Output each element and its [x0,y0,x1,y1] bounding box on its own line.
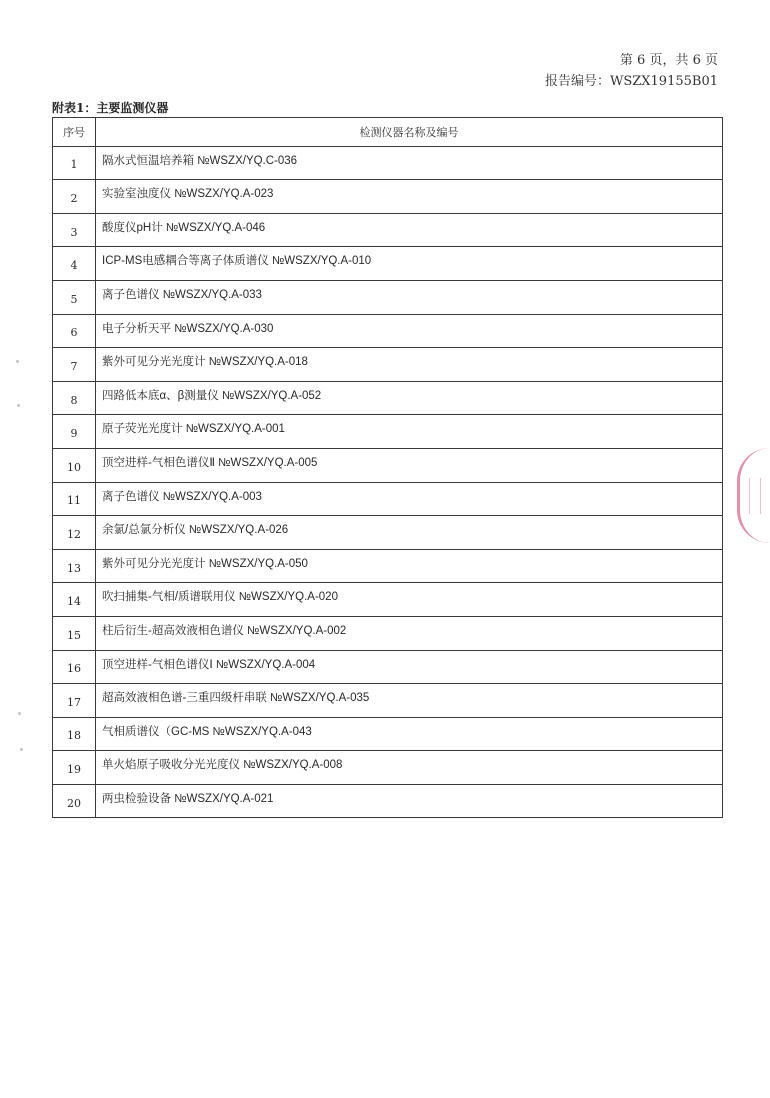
row-index: 9 [53,415,96,449]
instrument-table [52,117,723,818]
instrument-name: 离子色谱仪 №WSZX/YQ.A-003 [96,482,723,516]
instrument-name: 顶空进样-气相色谱仪Ⅰ №WSZX/YQ.A-004 [96,650,723,684]
table-row [53,684,723,718]
table-row [53,314,723,348]
row-index: 11 [53,482,96,516]
table-row [53,583,723,617]
scan-speck [20,748,23,751]
table-row [53,348,723,382]
row-index: 18 [53,717,96,751]
row-index: 5 [53,280,96,314]
table-row [53,784,723,818]
instrument-name: 原子荧光光度计 №WSZX/YQ.A-001 [96,415,723,449]
instrument-name: 电子分析天平 №WSZX/YQ.A-030 [96,314,723,348]
page-header [545,50,718,92]
table-row [53,448,723,482]
column-header-index: 序号 [53,118,96,147]
instrument-name: 紫外可见分光光度计 №WSZX/YQ.A-050 [96,549,723,583]
table-row [53,146,723,180]
instrument-name: 紫外可见分光光度计 №WSZX/YQ.A-018 [96,348,723,382]
instrument-name: 四路低本底α、β测量仪 №WSZX/YQ.A-052 [96,381,723,415]
instrument-name: 单火焰原子吸收分光光度仪 №WSZX/YQ.A-008 [96,751,723,785]
row-index: 16 [53,650,96,684]
instrument-name: ICP-MS电感耦合等离子体质谱仪 №WSZX/YQ.A-010 [96,247,723,281]
scan-speck [17,404,20,407]
table-row [53,516,723,550]
stamp-mark [749,478,761,514]
table-row [53,381,723,415]
row-index: 20 [53,784,96,818]
row-index: 6 [53,314,96,348]
appendix-title: 附表1：主要监测仪器 [52,101,169,115]
table-row [53,213,723,247]
row-index: 3 [53,213,96,247]
instrument-name: 离子色谱仪 №WSZX/YQ.A-033 [96,280,723,314]
instrument-name: 酸度仪pH计 №WSZX/YQ.A-046 [96,213,723,247]
row-index: 7 [53,348,96,382]
scan-speck [18,712,21,715]
row-index: 19 [53,751,96,785]
table-row [53,415,723,449]
row-index: 15 [53,616,96,650]
table-row [53,247,723,281]
scan-speck [16,360,19,363]
table-row [53,616,723,650]
column-header-instrument: 检测仪器名称及编号 [96,118,723,147]
table-row [53,280,723,314]
instrument-name: 隔水式恒温培养箱 №WSZX/YQ.C-036 [96,146,723,180]
row-index: 17 [53,684,96,718]
instrument-name: 实验室浊度仪 №WSZX/YQ.A-023 [96,180,723,214]
row-index: 13 [53,549,96,583]
instrument-name: 顶空进样-气相色谱仪Ⅱ №WSZX/YQ.A-005 [96,448,723,482]
row-index: 14 [53,583,96,617]
instrument-name: 柱后衍生-超高效液相色谱仪 №WSZX/YQ.A-002 [96,616,723,650]
table-row [53,751,723,785]
table-row [53,650,723,684]
page-number: 第 6 页，共 6 页 [619,53,718,68]
row-index: 12 [53,516,96,550]
row-index: 4 [53,247,96,281]
row-index: 8 [53,381,96,415]
instrument-name: 气相质谱仪（GC-MS №WSZX/YQ.A-043 [96,717,723,751]
table-row [53,180,723,214]
table-row [53,717,723,751]
stamp-seal [737,448,770,543]
report-number: 报告编号：WSZX19155B01 [544,74,718,89]
row-index: 10 [53,448,96,482]
row-index: 1 [53,146,96,180]
table-body [53,146,723,818]
instrument-name: 吹扫捕集-气相/质谱联用仪 №WSZX/YQ.A-020 [96,583,723,617]
row-index: 2 [53,180,96,214]
table-row [53,482,723,516]
instrument-name: 两虫检验设备 №WSZX/YQ.A-021 [96,784,723,818]
instrument-name: 超高效液相色谱-三重四级杆串联 №WSZX/YQ.A-035 [96,684,723,718]
table-row [53,549,723,583]
table-header-row [53,118,723,147]
instrument-name: 余氯/总氯分析仪 №WSZX/YQ.A-026 [96,516,723,550]
